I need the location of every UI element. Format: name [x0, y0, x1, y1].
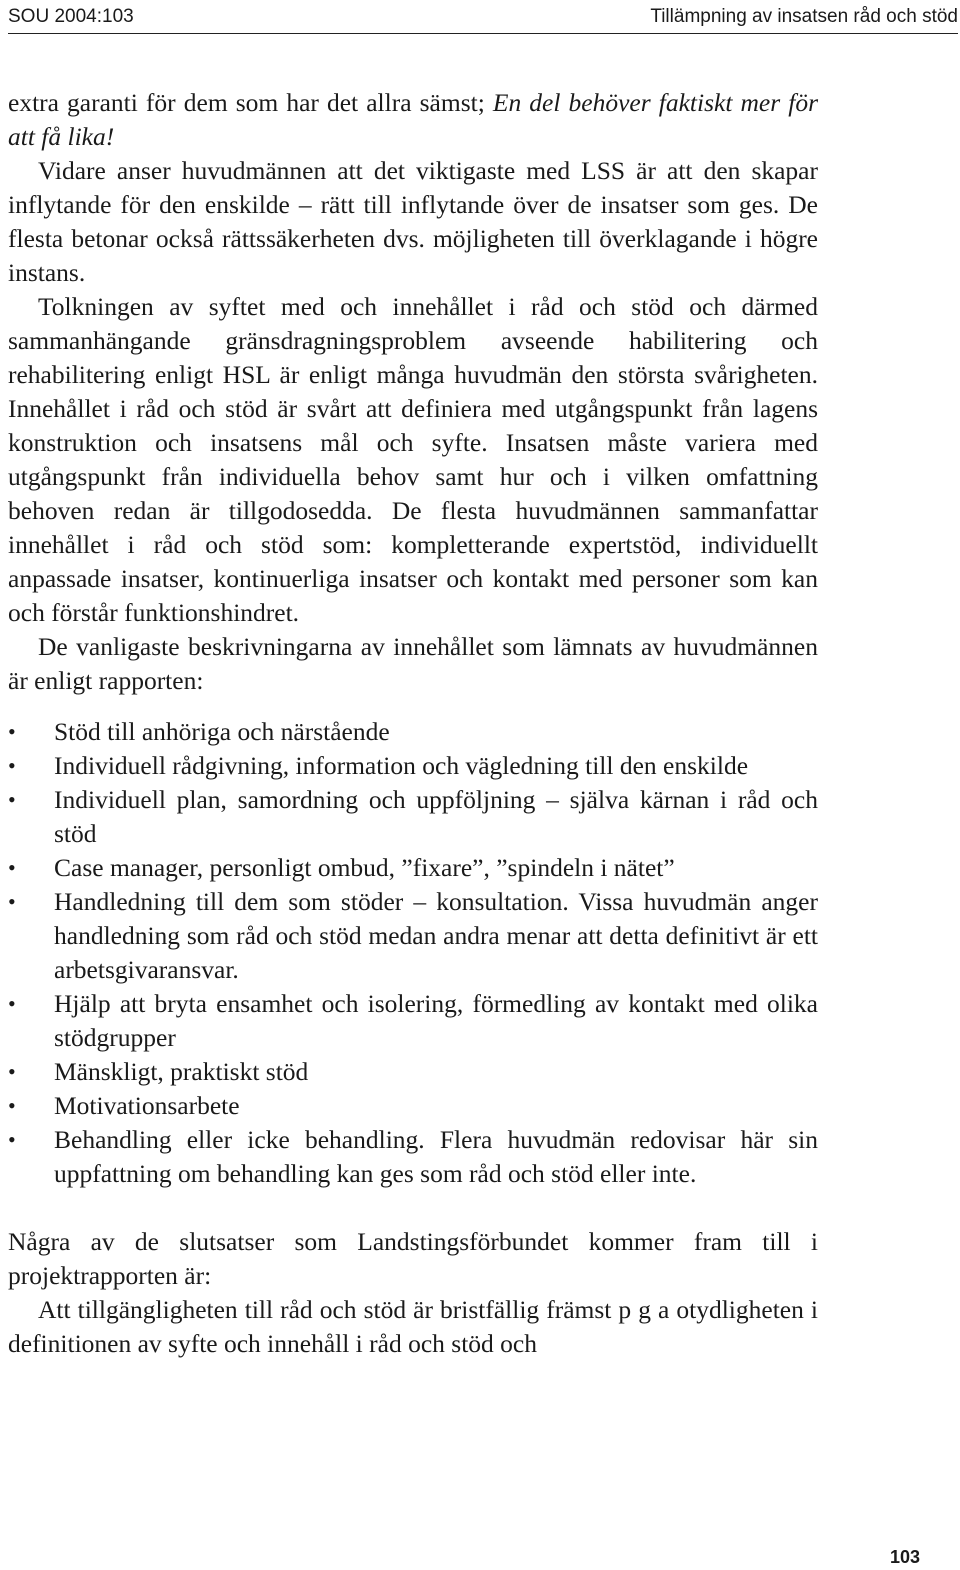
header-divider: [8, 33, 958, 34]
paragraph-1-text: extra garanti för dem som har det allra sämst;: [8, 88, 493, 117]
paragraph-6: Att tillgängligheten till råd och stöd är bristfällig främst p g a otydligheten i definitionen av syfte och innehåll i råd och stöd och: [8, 1295, 818, 1358]
list-item-text: Case manager, personligt ombud, ”fixare”, ”spindeln i nätet”: [54, 853, 675, 882]
page-body: [8, 86, 818, 1361]
list-item: [8, 851, 818, 885]
list-item-text: Individuell plan, samordning och uppföljning – själva kärnan i råd och stöd: [54, 785, 818, 848]
bullet-icon: •: [8, 1127, 16, 1152]
paragraph-4: De vanligaste beskrivningarna av innehållet som lämnats av huvudmännen är enligt rapporten:: [8, 632, 818, 695]
list-item: [8, 715, 818, 749]
paragraph-2: Vidare anser huvudmännen att det viktigaste med LSS är att den skapar inflytande för den enskilde – rätt till inflytande över de insatser som ges. De flesta betonar också rättssäkerheten dvs. möjligheten till överklagande i högre instans.: [8, 156, 818, 287]
report-number: SOU 2004:103: [8, 6, 134, 27]
page-number: 103: [889, 1547, 920, 1567]
bullet-icon: •: [8, 1093, 16, 1118]
bullet-icon: •: [8, 719, 16, 744]
paragraph-1-emphasis: En del behöver faktiskt mer för att få lika!: [8, 88, 819, 151]
bullet-icon: •: [8, 991, 16, 1016]
list-item: [8, 1089, 818, 1123]
paragraph-3: Tolkningen av syftet med och innehållet i råd och stöd och därmed sammanhängande gränsdragningsproblem avseende habilitering och rehabilitering enligt HSL är enligt många huvudmän den största svårigheten. Innehållet i råd och stöd är svårt att definiera med utgångspunkt från lagens konstruktion och insatsens mål och syfte. Insatsen måste variera med utgångspunkt från individuella behov samt hur och i vilken omfattning behoven redan är tillgodosedda. De flesta huvudmännen sammanfattar innehållet i råd och stöd som: kompletterande expertstöd, individuellt anpassade insatser, kontinuerliga insatser och kontakt med personer som kan och förstår funktionshindret.: [8, 292, 818, 627]
running-header: [8, 4, 958, 30]
list-item-text: Handledning till dem som stöder – konsultation. Vissa huvudmän anger handledning som råd och stöd medan andra menar att detta definitivt är ett arbetsgivaransvar.: [54, 887, 818, 984]
list-item-text: Motivationsarbete: [54, 1091, 240, 1120]
bullet-icon: •: [8, 787, 16, 812]
list-item: [8, 783, 818, 851]
bullet-icon: •: [8, 855, 16, 880]
chapter-title: Tillämpning av insatsen råd och stöd: [650, 6, 958, 27]
bullet-icon: •: [8, 753, 16, 778]
paragraph-5: Några av de slutsatser som Landstingsförbundet kommer fram till i projektrapporten är:: [8, 1227, 818, 1290]
list-item-text: Hjälp att bryta ensamhet och isolering, förmedling av kontakt med olika stödgrupper: [54, 989, 818, 1052]
list-item: [8, 1123, 818, 1191]
list-item: [8, 749, 818, 783]
list-item-text: Individuell rådgivning, information och vägledning till den enskilde: [54, 751, 749, 780]
paragraph-1: [8, 86, 818, 154]
list-item: [8, 987, 818, 1055]
bullet-list: [8, 715, 818, 1191]
list-item: [8, 1055, 818, 1089]
list-item-text: Mänskligt, praktiskt stöd: [54, 1057, 309, 1086]
list-item-text: Behandling eller icke behandling. Flera huvudmän redovisar här sin uppfattning om behandling kan ges som råd och stöd eller inte.: [54, 1125, 818, 1188]
bullet-icon: •: [8, 1059, 16, 1084]
bullet-icon: •: [8, 889, 16, 914]
list-item-text: Stöd till anhöriga och närstående: [54, 717, 390, 746]
list-item: [8, 885, 818, 987]
